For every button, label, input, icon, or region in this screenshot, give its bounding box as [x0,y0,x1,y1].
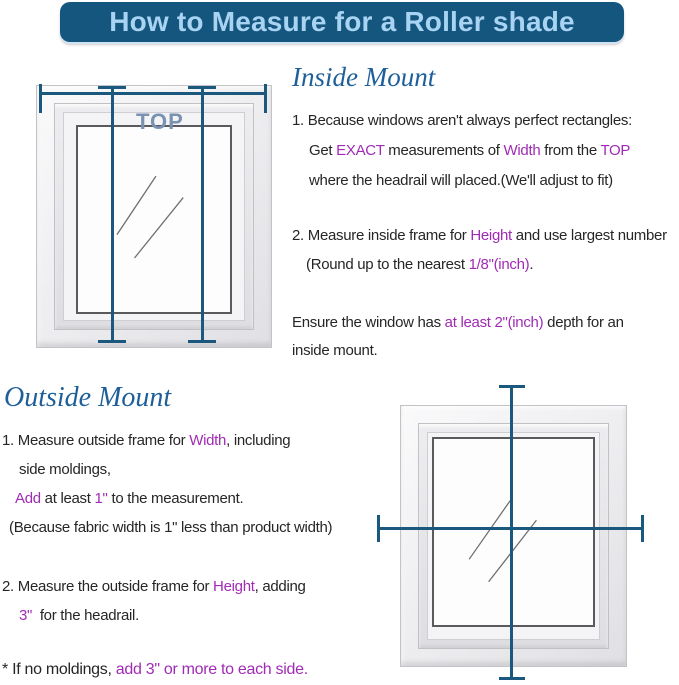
outside-mount-footnote [2,659,308,681]
instruction-line: where the headrail will placed.(We'll adjust to fit) [309,172,613,189]
outside-mount-item2 [2,572,306,630]
instruction-line: Get EXACT measurements of Width from the TOP [309,142,631,159]
glass-reflection-lines [434,439,593,625]
outside-height-top-cap [499,385,525,388]
instruction-line: 1. Measure outside frame for Width, including [2,432,291,449]
inside-width-left-tick [39,84,42,113]
instruction-line: 3" for the headrail. [19,607,139,624]
instruction-line: side moldings, [19,461,111,478]
inside-mount-note [292,309,624,365]
instruction-line: 1. Because windows aren't always perfect rectangles: [292,112,632,129]
instruction-line: Ensure the window has at least 2"(inch) depth for an [292,314,624,331]
top-label: TOP [136,109,184,134]
outside-mount-item1 [2,426,332,542]
glass-reflection-lines [78,127,230,312]
inside-height-line-left [111,87,114,343]
outside-width-left-cap [377,515,380,542]
outside-mount-window-diagram [400,405,627,667]
instruction-line: (Because fabric width is 1" less than product width) [9,519,333,536]
inside-height-left-bottom-cap [98,340,126,343]
outside-width-right-cap [641,515,644,542]
title-banner [60,2,624,42]
window-glass [76,125,232,314]
window-glass [432,437,595,627]
inside-mount-item1 [292,106,632,196]
instruction-line: (Round up to the nearest 1/8"(inch). [306,256,534,273]
instruction-line: 2. Measure the outside frame for Height, adding [2,578,306,595]
instruction-line: 2. Measure inside frame for Height and use largest number [292,227,667,244]
inside-width-right-tick [264,84,267,113]
instruction-line: inside mount. [292,342,378,359]
inside-mount-window-diagram [36,85,272,348]
instruction-line: Add at least 1" to the measurement. [15,490,244,507]
instruction-line: * If no moldings, add 3" or more to each side. [2,661,308,678]
inside-height-left-top-cap [98,86,126,89]
outside-mount-heading: Outside Mount [4,382,172,413]
inside-height-right-top-cap [188,86,216,89]
inside-height-right-bottom-cap [188,340,216,343]
outside-height-line [510,386,513,679]
outside-height-bottom-cap [499,677,525,680]
outside-width-line [378,527,643,530]
inside-height-line-right [201,87,204,343]
inside-mount-item2 [292,221,667,279]
inside-mount-heading: Inside Mount [292,62,436,92]
page-title: How to Measure for a Roller shade [109,6,575,37]
inside-width-line [40,92,267,95]
